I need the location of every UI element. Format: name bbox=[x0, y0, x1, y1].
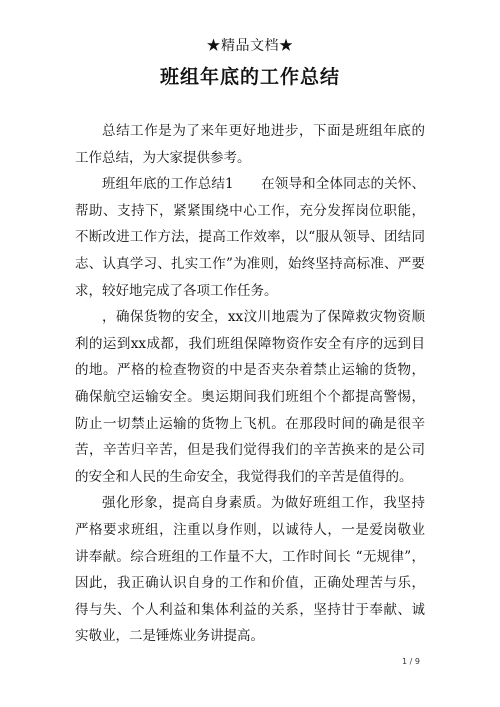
paragraph: 强化形象，提高自身素质。为做好班组工作，我坚持严格要求班组，注重以身作则，以诚待人，一是爱岗敬业讲奉献。综合班组的工作量不大，工作时间长 “无规律”，因此，我正确认识自身的工作和价值，正确处理苦与乐，得与失、个人利益和集体利益的关系，坚持甘于奉献、诚实敬业，二是锤炼业务讲提高。 bbox=[75, 495, 425, 645]
paragraph: 总结工作是为了来年更好地进步，下面是班组年底的工作总结，为大家提供参考。 bbox=[75, 123, 425, 166]
header-mark: ★精品文档★ bbox=[206, 38, 294, 54]
page-number: 1 / 9 bbox=[402, 657, 420, 666]
document-body bbox=[75, 118, 425, 650]
paragraph: ，确保货物的安全，xx汶川地震为了保障救灾物资顺利的运到xx成都，我们班组保障物资作安全有序的远到目的地。严格的检查物资的中是否夹杂着禁止运输的货物，确保航空运输安全。奥运期间我们班组个个都提高警惕，防止一切禁止运输的货物上飞机。在那段时间的确是很辛苦，辛苦归辛苦，但是我们觉得我们的辛苦换来的是公司的安全和人民的生命安全，我觉得我们的辛苦是值得的。 bbox=[75, 309, 425, 485]
paragraph: 班组年底的工作总结1 在领导和全体同志的关怀、帮助、支持下，紧紧围绕中心工作，充分发挥岗位职能，不断改进工作方法，提高工作效率，以“服从领导、团结同志、认真学习、扎实工作”为准则，始终坚持高标准、严要求，较好地完成了各项工作任务。 bbox=[75, 176, 425, 299]
page-title: 班组年底的工作总结 bbox=[159, 66, 340, 88]
